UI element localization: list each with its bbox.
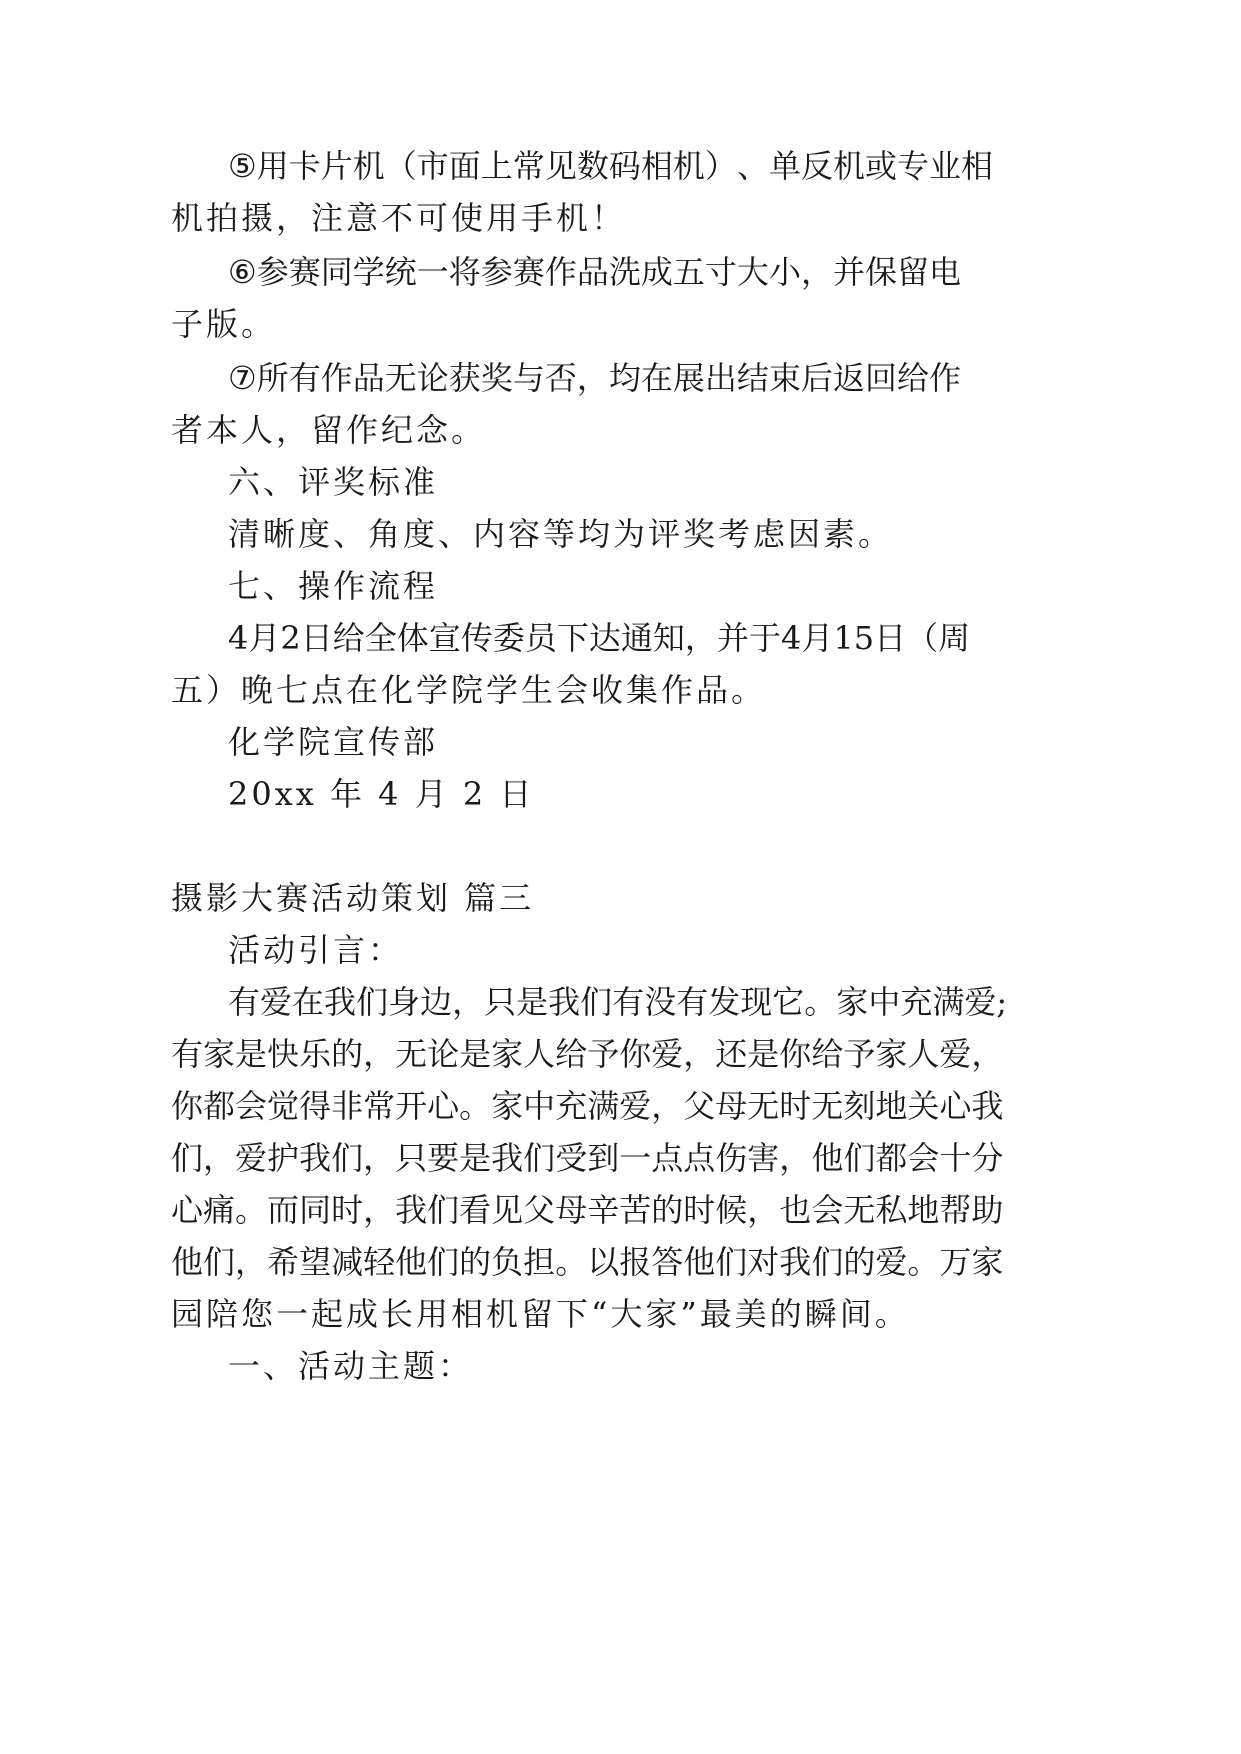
item-6-line-1: ⑥ 参 赛 同 学 统 一 将 参 赛 作 品 洗 成 五 寸 大 小 ， 并 保 留 电 — [228, 253, 962, 291]
section-title-part-3: 摄影大赛活动策划 篇三 — [171, 879, 535, 917]
item-5-line-1: ⑤ 用 卡 片 机 （ 市 面 上 常 见 数 码 相 机 ） 、 单 反 机 或 专 业 相 — [228, 147, 994, 185]
intro-line-2: 有 家 是 快 乐 的 ， 无 论 是 家 人 给 予 你 爱 ， 还 是 你 给 予 家 人 爱 ， — [171, 1035, 1004, 1073]
item-7-line-1: ⑦ 所 有 作 品 无 论 获 奖 与 否 ， 均 在 展 出 结 束 后 返 回 给 作 — [228, 359, 962, 397]
intro-line-6: 他 们 ， 希 望 减 轻 他 们 的 负 担 。 以 报 答 他 们 对 我 们 的 爱 。 万 家 — [171, 1243, 1004, 1281]
intro-line-4: 们 ， 爱 护 我 们 ， 只 要 是 我 们 受 到 一 点 点 伤 害 ， 他 们 都 会 十 分 — [171, 1139, 1004, 1177]
signature-department: 化学院宣传部 — [228, 723, 439, 761]
section-heading-6: 六、评奖标准 — [228, 463, 439, 501]
item-6-line-2: 子版。 — [171, 305, 277, 343]
intro-line-1: 有 爱 在 我 们 身 边 ， 只 是 我 们 有 没 有 发 现 它 。 家 中 充 满 爱 ; — [228, 983, 1008, 1021]
judging-criteria-text: 清晰度、角度、内容等均为评奖考虑因素。 — [228, 515, 894, 553]
intro-heading: 活动引言： — [228, 931, 404, 969]
item-7-line-2: 者本人，留作纪念。 — [171, 411, 487, 449]
intro-line-7: 园陪您一起成长用相机留下“大家”最美的瞬间。 — [171, 1295, 910, 1333]
process-line-1: 4 月 2 日 给 全 体 宣 传 委 员 下 达 通 知 ， 并 于 4 月 15 日 （ 周 — [228, 619, 971, 657]
intro-line-5: 心 痛 。 而 同 时 ， 我 们 看 见 父 母 辛 苦 的 时 候 ， 也 会 无 私 地 帮 助 — [171, 1191, 1004, 1229]
section-heading-7: 七、操作流程 — [228, 567, 439, 605]
process-line-2: 五）晚七点在化学院学生会收集作品。 — [171, 671, 767, 709]
intro-line-3: 你 都 会 觉 得 非 常 开 心 。 家 中 充 满 爱 ， 父 母 无 时 无 刻 地 关 心 我 — [171, 1087, 1004, 1125]
section-heading-1: 一、活动主题： — [228, 1347, 474, 1385]
item-5-line-2: 机拍摄，注意不可使用手机！ — [171, 199, 627, 237]
signature-date: 20xx 年 4 月 2 日 — [228, 775, 535, 813]
